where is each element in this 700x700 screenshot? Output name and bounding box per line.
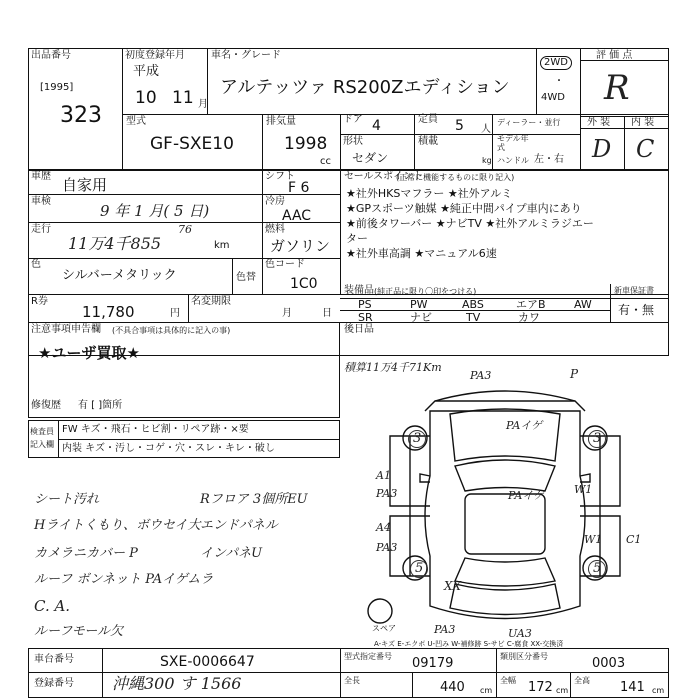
sales-point-item: ★社外HKSマフラー ★社外アルミ bbox=[346, 187, 513, 200]
name-change-label: 名変期限 bbox=[191, 296, 231, 307]
hand-note-right-2: エンドパネル bbox=[200, 518, 278, 533]
repair-value: 有 [ ]箇所 bbox=[78, 400, 123, 411]
eval-score: R bbox=[604, 68, 630, 108]
hand-note-1: シート汚れ bbox=[34, 492, 100, 507]
hand-note-2: Hライトくもり、ボウセイ大 bbox=[34, 518, 201, 533]
mileage-note: 76 bbox=[178, 223, 192, 236]
lot-year: [1995] bbox=[40, 82, 74, 93]
capacity-unit: 人 bbox=[481, 124, 491, 135]
name-change-day: 日 bbox=[322, 308, 332, 319]
exterior-label: 外 装 bbox=[587, 117, 611, 128]
color-code-label: 色コード bbox=[265, 259, 305, 270]
name-change-month: 月 bbox=[282, 308, 292, 319]
mark-roof: PAイゲ bbox=[508, 489, 545, 502]
equipment-note: (純正品に限り〇印をつける) bbox=[374, 287, 477, 296]
hand-note-right-3: インパネU bbox=[200, 546, 263, 561]
history-value: 自家用 bbox=[62, 176, 108, 194]
sales-point-item: ★GPスポーツ触媒 ★純正中間パイプ車内にあり bbox=[346, 202, 582, 215]
hand-note-3: カメラニカバー P bbox=[34, 546, 138, 561]
lot-number: 323 bbox=[60, 103, 102, 128]
inspector-label-2: 記入欄 bbox=[30, 440, 54, 449]
length-unit: cm bbox=[480, 686, 493, 695]
mark-rl-wheel: 5 bbox=[410, 560, 428, 578]
mileage-unit: km bbox=[214, 240, 230, 251]
mileage-label: 走行 bbox=[31, 224, 51, 235]
header-frame bbox=[28, 48, 669, 170]
color-value: シルバーメタリック bbox=[62, 268, 177, 283]
sales-point-item: ター bbox=[346, 232, 368, 245]
warranty-value: 有・無 bbox=[618, 303, 655, 317]
mark-pa3-left2: PA3 bbox=[376, 541, 398, 554]
mark-ua3-rear: UA3 bbox=[508, 627, 532, 640]
equip-abs: ABS bbox=[462, 298, 484, 311]
door-label: ドア bbox=[343, 114, 363, 125]
r-ken-label: R券 bbox=[31, 296, 48, 307]
height-value: 141 bbox=[620, 680, 645, 695]
inspector-row-2: 内装 キズ・汚し・コゲ・穴・スレ・キレ・破し bbox=[62, 443, 275, 454]
mark-pa3-rear: PA3 bbox=[434, 623, 456, 636]
notes-title: 注意事項申告欄 bbox=[31, 324, 101, 335]
inspector-row-1: FW キズ・飛石・ヒビ割・リペア跡・×要 bbox=[62, 424, 249, 435]
color-no-label: 色替 bbox=[236, 272, 256, 283]
notes-content: ★ユーザ買取★ bbox=[38, 344, 140, 362]
diagram-top-note: 積算11万4千71Km bbox=[344, 361, 442, 374]
mark-hood: PAイゲ bbox=[506, 419, 543, 432]
model-year-label: モデル年式 bbox=[497, 134, 529, 152]
color-label: 色 bbox=[31, 259, 41, 270]
width-value: 172 bbox=[528, 680, 553, 695]
height-unit: cm bbox=[652, 686, 665, 695]
displacement-unit: cc bbox=[320, 156, 331, 167]
mark-fr-wheel: 3 bbox=[588, 430, 606, 448]
inspection-label: 車検 bbox=[31, 196, 51, 207]
car-name-label: 車名・グレード bbox=[211, 50, 281, 61]
drive-2wd: 2WD bbox=[540, 56, 572, 70]
mileage-value: 11万4千855 bbox=[68, 234, 162, 253]
equip-pw: PW bbox=[410, 298, 428, 311]
drive-4wd: 4WD bbox=[541, 92, 565, 103]
mark-a1: A1 bbox=[376, 469, 391, 482]
hand-note-5: C. A. bbox=[34, 597, 71, 615]
class-value: 0003 bbox=[592, 656, 626, 671]
auction-sheet: 出品番号 [1995] 323 初度登録年月 平成 10 11 月 車名・グレード アルテッツァ RS200Zエディション 2WD ・ 4WD 評 価 点 R 外 装 内 装 D C 型式 GF-SXE10 排気量 1998 cc ドア 4 定員 5 人 ディーラー・並行 モデル年式 形状 セダン 積載 kg ハンドル 左・右 車歴 自家用 車検 9 年 1 月( 5 日) 走行 11万4千855 76 km 色 シルバーメタリック 色替 シフト F 6 冷房 AAC 燃料 ガソリン 色コード 1C0 R券 11,780 円 名変期限 月 日 セールスポイント (正常に機能するものに限り記入) ★社外HKSマフラー ★社外アルミ ★GPスポーツ触媒 ★純正中間パイプ車内にあり ★前後タワーバー ★ナビTV ★社外アルミラジエー ター ★社外車高調 ★マニュアル6速 装備品 (純正品に限り〇印をつける) 新車保証書 有・無 PS PW ABS エアB AW SR ナビ TV カワ 後日品 注意事項申告欄 (不具合事項は具体的に記入の事) ★ユーザ買取★ 修復歴 有 [ ]箇所 検査員 記入欄 FW キズ・飛石・ヒビ割・リペア跡・×要 内装 キズ・汚し・コゲ・穴・スレ・キレ・破し 積算11万4千71Km PA3 P PAイゲ 3 3 PAイゲ A1 PA3 W1 A4 PA3 W1 C1 5 XX 5 PA3 UA3 スペア A-キズ E-エクボ U-凹み W-補修跡 S-サビ C-腐食 XX-交換済 シート汚れ Hライトくもり、ボウセイ大 カメラニカバー P ルーフ ボンネット PAイゲムラ C. A. ルーフモール欠 Rフロア 3個所EU エンドパネル インパネU 車台番号 SXE-0006647 登録番号 沖縄300 す 1566 型式指定番号 09179 類別区分番号 0003 全長 440 cm 全幅 172 cm 全高 141 cm bbox=[0, 0, 700, 700]
hand-note-6: ルーフモール欠 bbox=[34, 624, 124, 639]
fuel-value: ガソリン bbox=[270, 237, 331, 255]
notes-note: (不具合事項は具体的に記入の事) bbox=[112, 326, 231, 335]
width-label: 全幅 bbox=[500, 676, 516, 685]
reg-number-value: 沖縄300 す 1566 bbox=[112, 674, 242, 693]
model-spec-value: 09179 bbox=[412, 656, 454, 671]
damage-legend: A-キズ E-エクボ U-凹み W-補修跡 S-サビ C-腐食 XX-交換済 bbox=[374, 640, 564, 648]
equipment-title: 装備品 bbox=[344, 285, 374, 296]
ac-label: 冷房 bbox=[265, 196, 285, 207]
lot-label: 出品番号 bbox=[31, 50, 71, 61]
chassis-label: 車台番号 bbox=[34, 654, 74, 665]
dealer-label: ディーラー・並行 bbox=[497, 118, 561, 127]
spare-label: スペア bbox=[372, 624, 396, 633]
interior-grade: C bbox=[636, 135, 655, 163]
month-suffix: 月 bbox=[198, 99, 208, 110]
color-code-value: 1C0 bbox=[290, 276, 318, 292]
equip-navi: ナビ bbox=[410, 311, 432, 324]
equip-tv: TV bbox=[466, 311, 481, 324]
shape-label: 形状 bbox=[343, 136, 363, 147]
exterior-grade: D bbox=[592, 135, 612, 163]
sales-points-note: (正常に機能するものに限り記入) bbox=[396, 173, 515, 182]
inspector-label-1: 検査員 bbox=[30, 427, 54, 436]
hand-note-right-1: Rフロア 3個所EU bbox=[200, 492, 308, 507]
door-value: 4 bbox=[372, 118, 381, 134]
type-label: 型式 bbox=[126, 116, 146, 127]
equip-sr: SR bbox=[358, 311, 373, 324]
length-label: 全長 bbox=[344, 676, 360, 685]
mark-w1-right: W1 bbox=[574, 483, 593, 496]
shift-label: シフト bbox=[265, 171, 295, 182]
after-items-label: 後日品 bbox=[344, 324, 374, 335]
eval-label: 評 価 点 bbox=[596, 50, 633, 61]
repair-label: 修復歴 bbox=[31, 400, 61, 411]
car-name: アルテッツァ RS200Zエディション bbox=[220, 77, 510, 98]
displacement-label: 排気量 bbox=[266, 116, 296, 127]
sales-points-title: セールスポイント bbox=[344, 171, 424, 182]
r-ken-unit: 円 bbox=[170, 308, 180, 319]
handle-label: ハンドル bbox=[497, 156, 529, 165]
length-value: 440 bbox=[440, 680, 465, 695]
mark-pa3-left: PA3 bbox=[376, 487, 398, 500]
displacement-value: 1998 bbox=[284, 134, 328, 154]
width-unit: cm bbox=[556, 686, 569, 695]
mark-rr-wheel: 5 bbox=[588, 560, 606, 578]
r-ken-value: 11,780 bbox=[82, 303, 135, 321]
shape-value: セダン bbox=[352, 151, 389, 165]
mark-pa3-front: PA3 bbox=[470, 369, 492, 382]
mark-fl-wheel: 3 bbox=[408, 430, 426, 448]
mark-c1: C1 bbox=[626, 533, 642, 546]
reg-month: 11 bbox=[172, 88, 194, 108]
equip-airbag: エアB bbox=[516, 298, 546, 311]
model-spec-label: 型式指定番号 bbox=[344, 652, 392, 661]
chassis-value: SXE-0006647 bbox=[160, 654, 255, 670]
class-label: 類別区分番号 bbox=[500, 652, 548, 661]
fuel-label: 燃料 bbox=[265, 224, 285, 235]
mark-p-front: P bbox=[570, 367, 579, 381]
first-reg-label: 初度登録年月 bbox=[125, 50, 185, 61]
sales-point-item: ★前後タワーバー ★ナビTV ★社外アルミラジエー bbox=[346, 217, 594, 230]
capacity-label: 定員 bbox=[418, 114, 438, 125]
shift-value: F 6 bbox=[288, 180, 310, 196]
equip-ps: PS bbox=[358, 298, 372, 311]
reg-number-label: 登録番号 bbox=[34, 678, 74, 689]
capacity-value: 5 bbox=[455, 118, 464, 134]
load-unit: kg bbox=[482, 156, 492, 165]
sales-points-list bbox=[346, 186, 666, 261]
equip-aw: AW bbox=[574, 298, 592, 311]
notes-frame bbox=[28, 322, 340, 418]
hand-note-4: ルーフ ボンネット PAイゲムラ bbox=[34, 572, 214, 587]
handle-value: 左・右 bbox=[534, 154, 564, 165]
mark-xx: XX bbox=[444, 579, 462, 593]
equip-leather: カワ bbox=[518, 311, 540, 324]
mark-a4: A4 bbox=[376, 521, 391, 534]
reg-year: 10 bbox=[135, 88, 157, 108]
inspection-value: 9 年 1 月( 5 日) bbox=[100, 202, 210, 220]
era-label: 平成 bbox=[133, 64, 160, 79]
new-car-warranty-label: 新車保証書 bbox=[614, 286, 654, 295]
load-label: 積載 bbox=[418, 136, 438, 147]
type-value: GF-SXE10 bbox=[150, 134, 234, 154]
interior-label: 内 装 bbox=[631, 117, 655, 128]
height-label: 全高 bbox=[574, 676, 590, 685]
history-label: 車歴 bbox=[31, 171, 51, 182]
mark-w1-right2: W1 bbox=[584, 533, 603, 546]
sales-point-item: ★社外車高調 ★マニュアル6速 bbox=[346, 247, 497, 260]
ac-value: AAC bbox=[282, 208, 312, 224]
